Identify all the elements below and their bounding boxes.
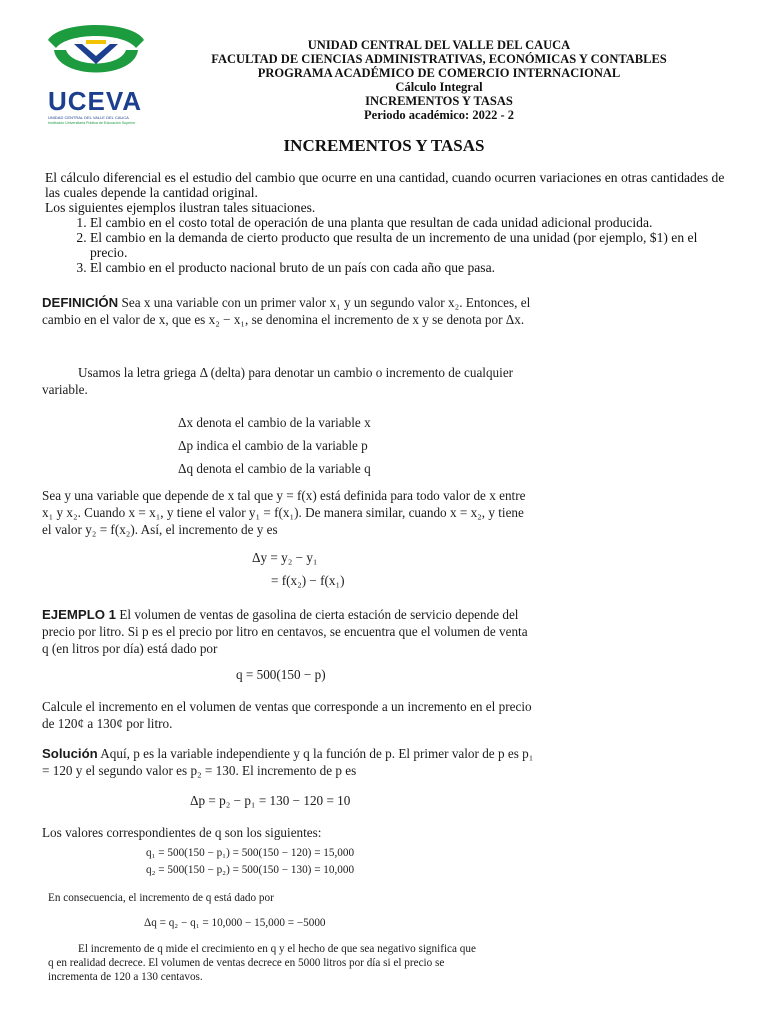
solution-block: [42, 745, 536, 779]
example-question: Calcule el incremento en el volumen de ventas que corresponde a un incremento en el precio de 120¢ a 130¢ por litro.: [42, 699, 532, 731]
delta-p-line: Δp indica el cambio de la variable p: [178, 438, 368, 453]
uceva-logo: [40, 18, 152, 130]
definition-label: DEFINICIÓN: [42, 295, 119, 310]
equation-dq: Δq = q₂ − q₁ = 10,000 − 15,000 = −5000: [144, 917, 326, 929]
logo-wordmark: UCEVA: [48, 86, 143, 116]
example-text: El volumen de ventas de gasolina de cierta estación de servicio depende del precio por litro. Si p es el precio por litro en centavos, se encuentra que el volumen de venta q (en litros por día) está dado por: [42, 607, 528, 656]
logo-subtitle: UNIDAD CENTRAL DEL VALLE DEL CAUCA: [48, 115, 129, 120]
delta-paragraph: Usamos la letra griega Δ (delta) para denotar un cambio o incremento de cualquier variable.: [42, 365, 514, 397]
solution-text: Aquí, p es la variable independiente y q la función de p. El primer valor de p es p₁ = 120 y el segundo valor es p₂ = 130. El incremento de p es: [42, 746, 534, 778]
header-block: [150, 38, 728, 122]
delta-list: [178, 411, 478, 480]
header-program: PROGRAMA ACADÉMICO DE COMERCIO INTERNACIONAL: [257, 66, 621, 80]
intro-paragraph: El cálculo diferencial es el estudio del cambio que ocurre en una cantidad, cuando ocurren variaciones en otras cantidades de las cuales depende la cantidad original.: [45, 170, 725, 200]
delta-q-line: Δq denota el cambio de la variable q: [178, 461, 371, 476]
header-faculty: FACULTAD DE CIENCIAS ADMINISTRATIVAS, ECONÓMICAS Y CONTABLES: [211, 52, 667, 66]
example-block: [42, 606, 532, 657]
q1-line: q₁ = 500(150 − p₁) = 500(150 − 120) = 15,000: [146, 847, 355, 859]
final-paragraph: El incremento de q mide el crecimiento en q y el hecho de que sea negativo significa que q en realidad decrece. El volumen de ventas decrece en 5000 litros por día si el precio se incrementa de 120 a 130 centavos.: [48, 943, 476, 983]
q2-line: q₂ = 500(150 − p₂) = 500(150 − 130) = 10,000: [146, 864, 355, 876]
header-period: Periodo académico: 2022 - 2: [364, 108, 514, 122]
intro-lead: Los siguientes ejemplos ilustran tales situaciones.: [45, 200, 316, 215]
list-item: 2. El cambio en la demanda de cierto producto que resulta de un incremento de una unidad (por ejemplo, $1) en el precio.: [90, 230, 730, 260]
equation-dy-1: Δy = y₂ − y₁: [252, 550, 318, 565]
page-title: INCREMENTOS Y TASAS: [283, 136, 485, 155]
example-formula: q = 500(150 − p): [236, 667, 326, 682]
y-paragraph: Sea y una variable que depende de x tal que y = f(x) está definida para todo valor de x entre x₁ y x₂. Cuando x = x₁, y tiene el valor y₁ = f(x₁). De manera similar, cuando x = x₂, y tiene el valor y₂ = f(x₂). Así, el incremento de y es: [42, 488, 526, 537]
list-item: 1. El cambio en el costo total de operación de una planta que resultan de cada unidad adicional producida.: [90, 215, 730, 230]
definition-text: Sea x una variable con un primer valor x₁ y un segundo valor x₂. Entonces, el cambio en el valor de x, que es x₂ − x₁, se denomina el incremento de x y se denota por Δx.: [42, 295, 531, 327]
definition-block: [42, 294, 532, 328]
header-course: Cálculo Integral: [395, 80, 483, 94]
solution-label: Solución: [42, 746, 98, 761]
equation-dy-2: = f(x₂) − f(x₁): [271, 573, 345, 588]
list-item: 3. El cambio en el producto nacional bruto de un país con cada año que pasa.: [90, 260, 730, 275]
logo-tagline: Institución Universitaria Pública de Educación Superior: [48, 121, 136, 125]
consequence-line: En consecuencia, el incremento de q está dado por: [48, 892, 274, 904]
delta-x-line: Δx denota el cambio de la variable x: [178, 415, 371, 430]
intro-section: [45, 170, 730, 275]
equation-dp: Δp = p₂ − p₁ = 130 − 120 = 10: [190, 793, 351, 808]
intro-list: [45, 215, 730, 275]
example-label: EJEMPLO 1: [42, 607, 117, 622]
q-values-intro: Los valores correspondientes de q son los siguientes:: [42, 825, 322, 840]
header-university: UNIDAD CENTRAL DEL VALLE DEL CAUCA: [307, 38, 571, 52]
header-topic: INCREMENTOS Y TASAS: [365, 94, 513, 108]
